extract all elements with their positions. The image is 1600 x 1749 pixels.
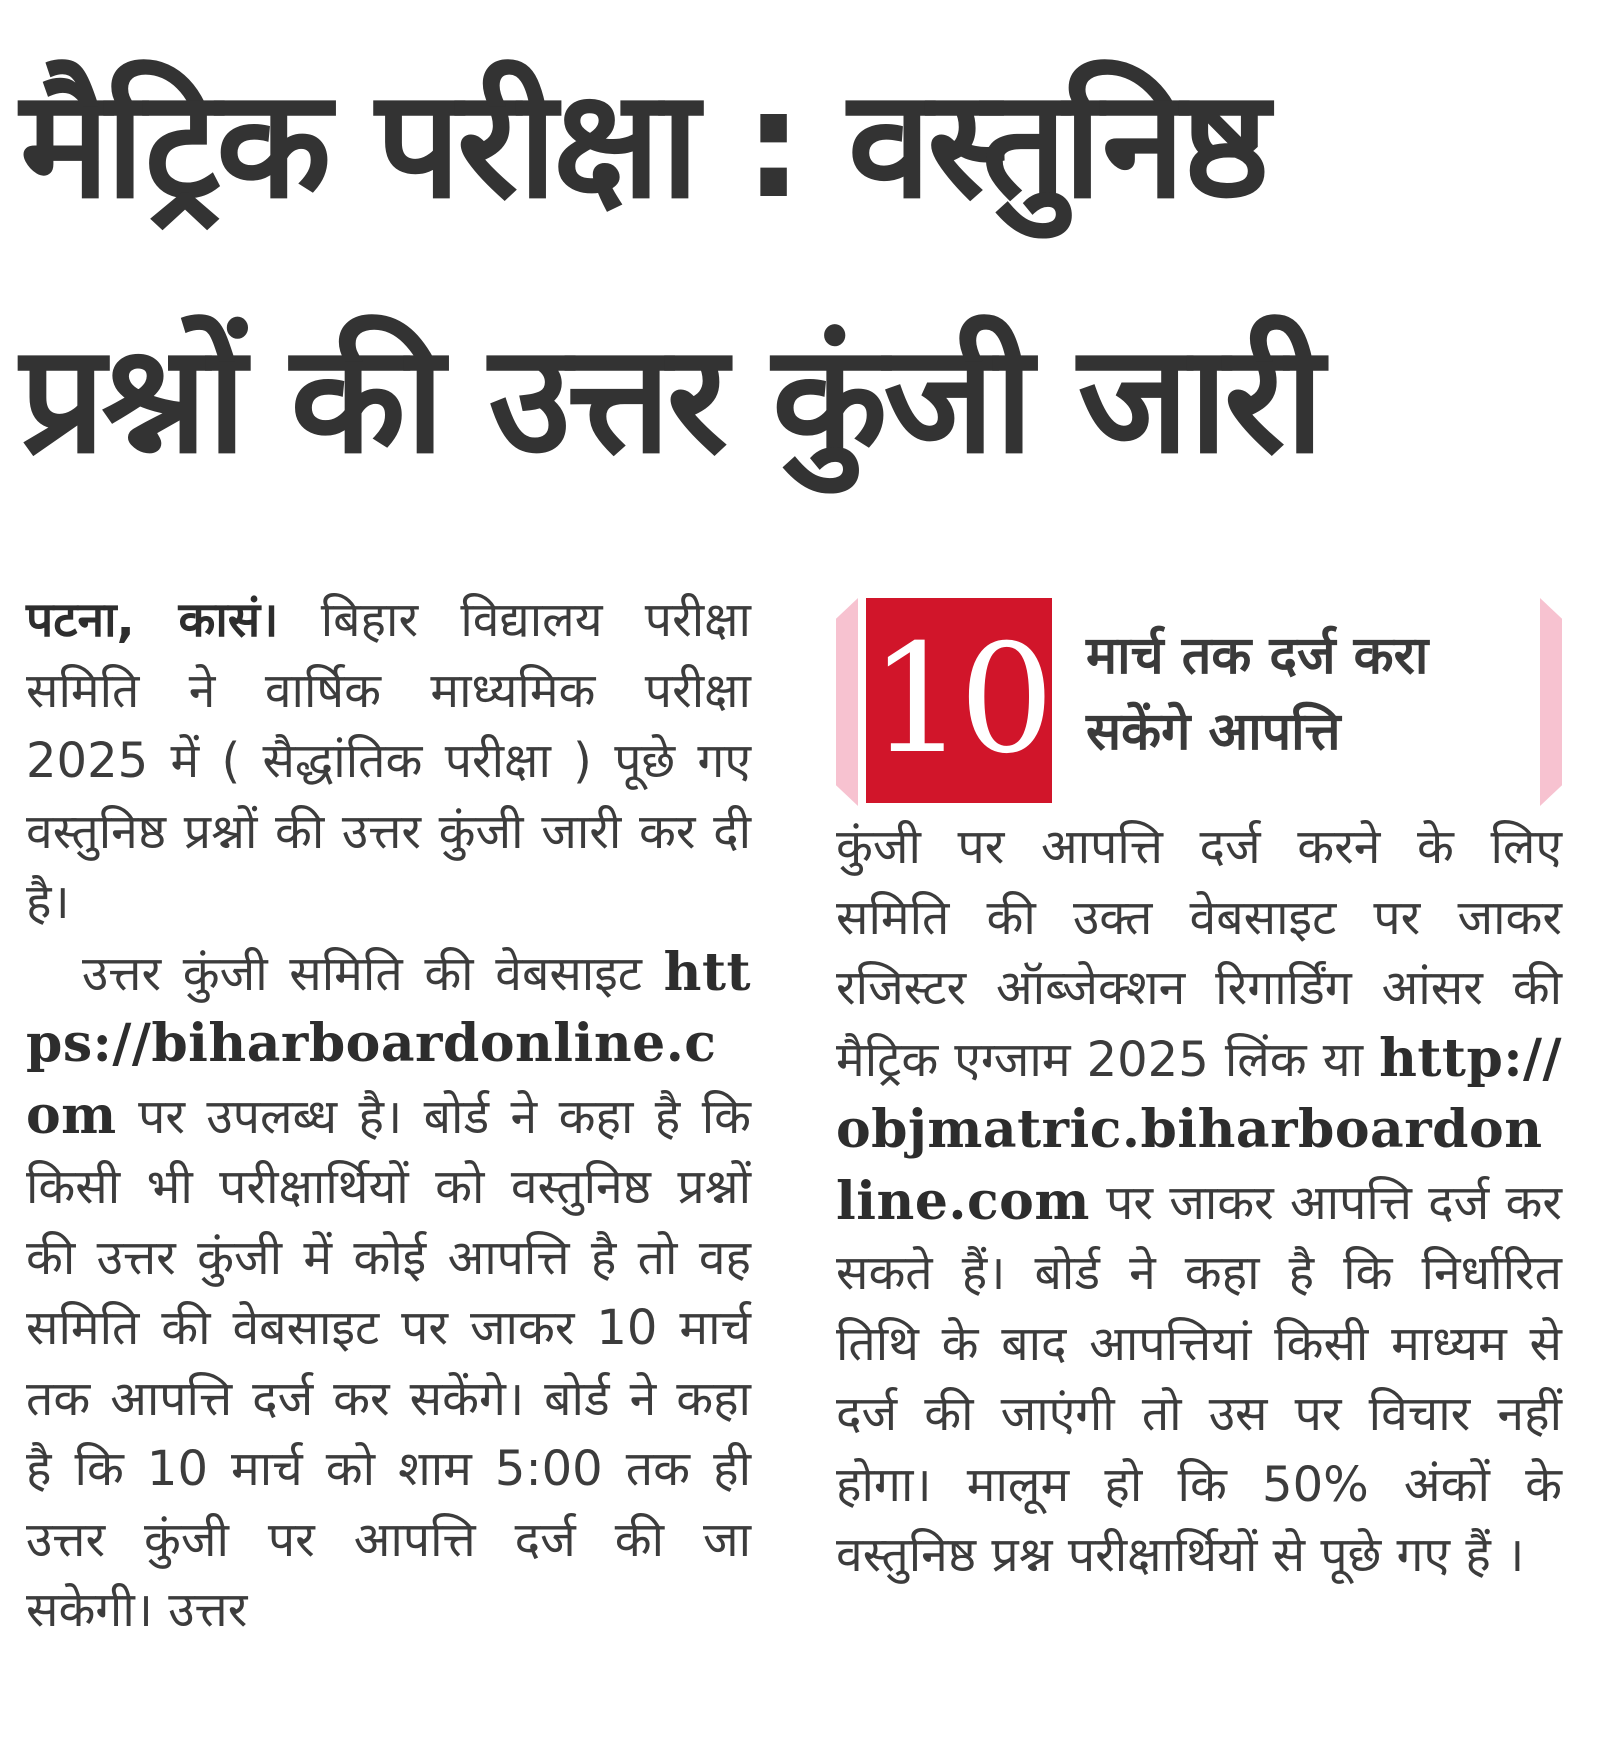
deadline-callout [836, 598, 1562, 806]
objection-paragraph [836, 812, 1562, 1591]
callout-bracket-left [836, 598, 858, 806]
board-website-url: https://biharboardonline.com [26, 941, 751, 1146]
headline [20, 18, 1580, 528]
right-column [836, 812, 1562, 1591]
intro-paragraph [26, 585, 751, 938]
website-paragraph [26, 938, 751, 1646]
callout-text-line-2: सकेंगे आपत्ति [1086, 702, 1341, 762]
website-text: पर उपलब्ध है। बोर्ड ने कहा है कि किसी भी परीक्षार्थियों को वस्तुनिष्ठ प्रश्नों की उत्तर कुंजी में कोई आपत्ति है तो वह समिति की वेबसाइट पर जाकर 10 मार्च तक आपत्ति दर्ज कर सकेंगे। बोर्ड ने कहा है कि 10 मार्च को शाम 5:00 तक ही उत्तर कुंजी पर आपत्ति दर्ज की जा सकेगी। उत्तर [26, 1088, 751, 1638]
website-prefix: उत्तर कुंजी समिति की वेबसाइट [82, 945, 664, 1002]
dateline: पटना, कासं। [26, 592, 279, 648]
callout-text-line-1: मार्च तक दर्ज करा [1086, 626, 1429, 686]
callout-bracket-right [1540, 598, 1562, 806]
headline-line-1: मैट्रिक परीक्षा : वस्तुनिष्ठ [20, 58, 1266, 232]
objection-text-1: कुंजी पर आपत्ति दर्ज करने के लिए समिति की उक्त वेबसाइट पर जाकर रजिस्टर ऑब्जेक्शन रिगार्डिंग आंसर की मैट्रिक एग्जाम 2025 लिंक या [836, 819, 1562, 1088]
callout-number-box: 10 [866, 598, 1052, 803]
objection-url: http://objmatric.biharboardonline.com [836, 1027, 1562, 1232]
intro-text: बिहार विद्यालय परीक्षा समिति ने वार्षिक माध्यमिक परीक्षा 2025 में ( सैद्धांतिक परीक्षा ) पूछे गए वस्तुनिष्ठ प्रश्नों की उत्तर कुंजी जारी कर दी है। [26, 592, 751, 930]
objection-text-2: पर जाकर आपत्ति दर्ज कर सकते हैं। बोर्ड ने कहा है कि निर्धारित तिथि के बाद आपत्तियां किसी माध्यम से दर्ज की जाएंगी तो उस पर विचार नहीं होगा। मालूम हो कि 50% अंकों के वस्तुनिष्ठ प्रश्न परीक्षार्थियों से पूछे गए हैं । [836, 1174, 1562, 1583]
callout-text [1086, 618, 1506, 770]
headline-line-2: प्रश्नों की उत्तर कुंजी जारी [20, 313, 1321, 487]
left-column [26, 585, 751, 1646]
